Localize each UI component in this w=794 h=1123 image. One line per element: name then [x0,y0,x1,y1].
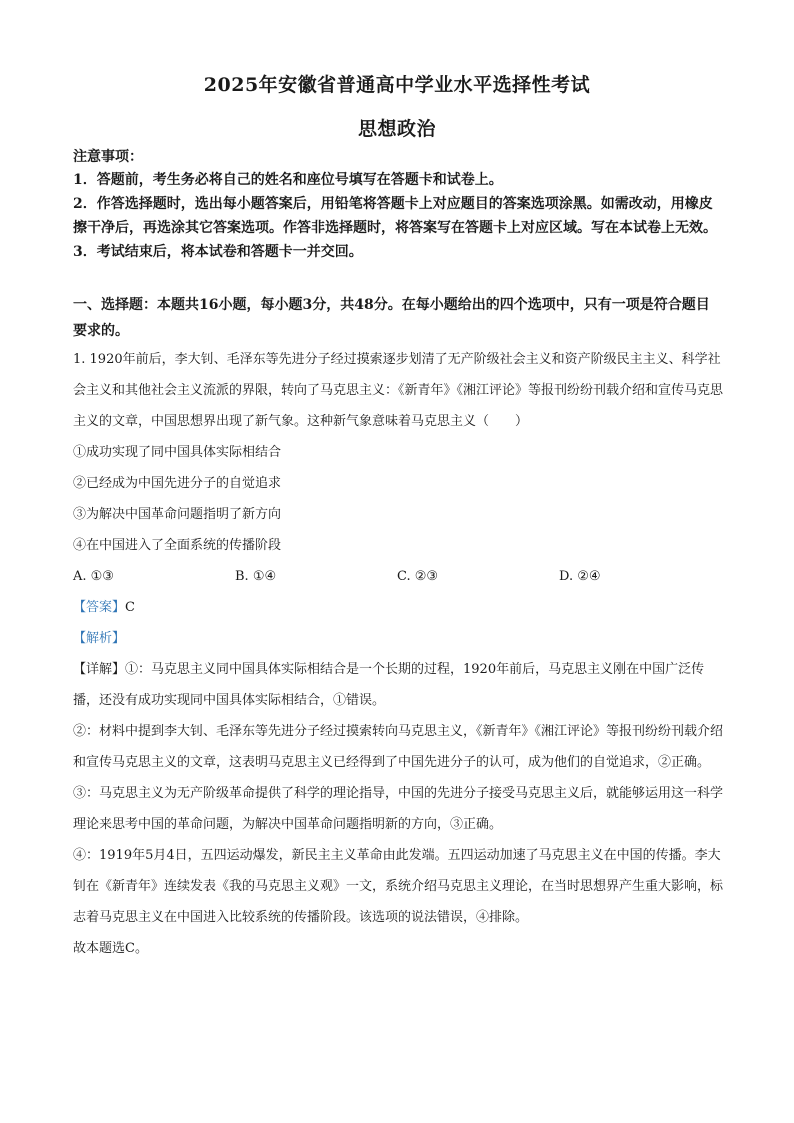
notes-section [73,146,723,264]
notes-heading: 注意事项： [73,149,143,165]
note-item: 2．作答选择题时，选出每小题答案后，用铅笔将答题卡上对应题目的答案选项涂黑。如需改动，用橡皮擦干净后，再选涂其它答案选项。作答非选择题时，将答案写在答题卡上对应区域。写在本试卷上无效。 [73,196,717,236]
answer-value: C [125,600,135,615]
explanation-section [73,654,723,964]
note-item: 1．答题前，考生务必将自己的姓名和座位号填写在答题卡和试卷上。 [73,172,503,188]
answer-line [73,592,723,623]
explanation-p4: ④：1919年5月4日，五四运动爆发，新民主主义革命由此发端。五四运动加速了马克思主义在中国的传播。李大钊在《新青年》连续发表《我的马克思主义观》一文，系统介绍马克思主义理论，在当时思想界产生重大影响，标志着马克思主义在中国进入比较系统的传播阶段。该选项的说法错误，④排除。 [73,848,724,925]
answer-label: 【答案】 [73,600,126,615]
explanation-p1 [73,654,723,716]
statement-4: ④在中国进入了全面系统的传播阶段 [73,538,282,553]
explanation-p1-text: ①：马克思主义同中国具体实际相结合是一个长期的过程，1920年前后，马克思主义刚在中国广泛传播，还没有成功实现同中国具体实际相结合，①错误。 [73,662,705,708]
option-c: C. ②③ [397,569,439,584]
analysis-line [73,623,723,654]
exam-title: 2025年安徽省普通高中学业水平选择性考试 [203,74,591,96]
explanation-p3: ③：马克思主义为无产阶级革命提供了科学的理论指导，中国的先进分子接受马克思主义后，就能够运用这一科学理论来思考中国的革命问题，为解决中国革命问题指明新的方向，③正确。 [73,786,724,832]
analysis-label: 【解析】 [73,631,126,646]
question-1 [73,344,723,654]
conclusion: 故本题选C。 [73,941,148,956]
explanation-p2: ②：材料中提到李大钊、毛泽东等先进分子经过摸索转向马克思主义，《新青年》《湘江评论》等报刊纷纷刊载介绍和宣传马克思主义的文章，这表明马克思主义已经得到了中国先进分子的认可，成为他们的自觉追求，②正确。 [73,724,724,770]
section-heading [73,292,723,344]
option-d: D. ②④ [559,569,601,584]
statement-1: ①成功实现了同中国具体实际相结合 [73,445,282,460]
option-b: B. ①④ [235,569,277,584]
options-row [73,561,723,592]
detail-label: 【详解】 [73,662,126,677]
statement-2: ②已经成为中国先进分子的自觉追求 [73,476,282,491]
section-heading-text: 一、选择题：本题共16小题，每小题3分，共48分。在每小题给出的四个选项中，只有一项是符合题目要求的。 [73,297,710,339]
statement-3: ③为解决中国革命问题指明了新方向 [73,507,282,522]
option-a: A. ①③ [73,569,114,584]
note-item: 3．考试结束后，将本试卷和答题卡一并交回。 [73,244,363,260]
question-stem: 1. 1920年前后，李大钊、毛泽东等先进分子经过摸索逐步划清了无产阶级社会主义和资产阶级民主主义、科学社会主义和其他社会主义流派的界限，转向了马克思主义：《新青年》《湘江评论》等报刊纷纷刊载介绍和宣传马克思主义的文章，中国思想界出现了新气象。这种新气象意味着马克思主义（ ） [73,352,724,429]
subject-title: 思想政治 [357,118,436,140]
